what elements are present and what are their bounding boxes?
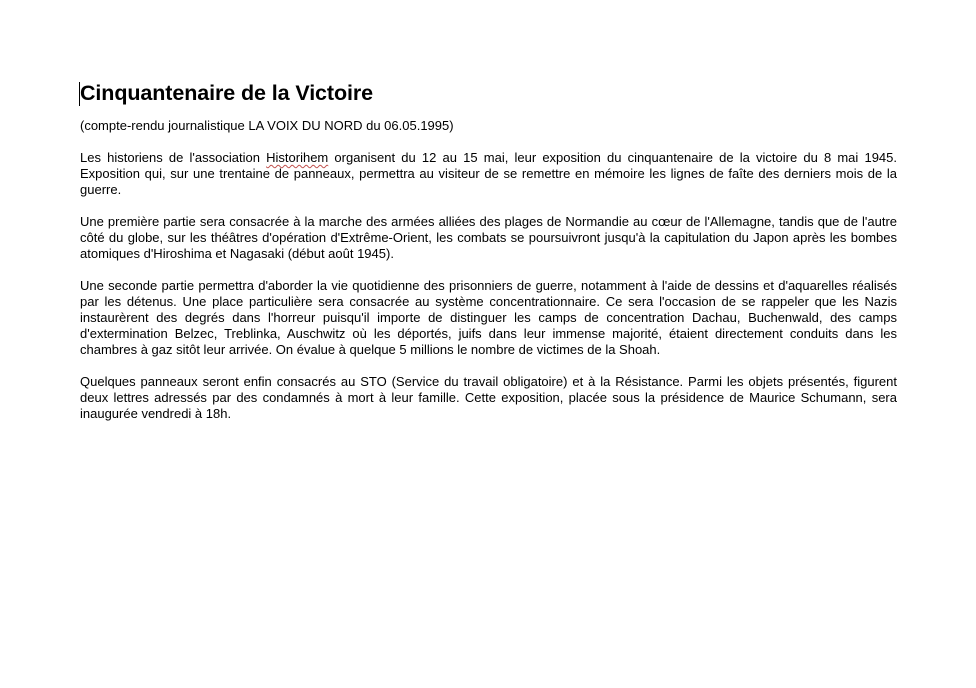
paragraph-2[interactable]: Une première partie sera consacrée à la marche des armées alliées des plages de Normandie au cœur de l'Allemagne, tandis que de l'autre côté du globe, sur les théâtres d'opération d'Extrême-Orient, les combats se poursuivront jusqu'à la capitulation du Japon après les bombes atomiques d'Hiroshima et Nagasaki (début août 1945).	[80, 214, 897, 261]
paragraph-1[interactable]	[80, 150, 897, 198]
paragraph-1-text-after: organisent du 12 au 15 mai, leur exposition du cinquantenaire de la victoire du 8 mai 1945. Exposition qui, sur une trentaine de panneaux, permettra au visiteur de se remettre en mémoire les lignes de faîte des derniers mois de la guerre.	[80, 150, 897, 197]
spellcheck-flagged-word[interactable]: Historihem	[266, 150, 329, 165]
document-page[interactable]	[80, 78, 897, 422]
document-title[interactable]: Cinquantenaire de la Victoire	[80, 81, 374, 105]
paragraph-4[interactable]: Quelques panneaux seront enfin consacrés au STO (Service du travail obligatoire) et à la Résistance. Parmi les objets présentés, figurent deux lettres adressés par des condamnés à mort à leur famille. Cette exposition, placée sous la présidence de Maurice Schumann, sera inaugurée vendredi à 18h.	[80, 374, 897, 421]
text-cursor	[79, 82, 80, 106]
paragraph-1-text-before: Les historiens de l'association	[80, 150, 267, 165]
document-subtitle[interactable]: (compte-rendu journalistique LA VOIX DU NORD du 06.05.1995)	[80, 118, 454, 133]
title-block	[80, 78, 897, 108]
paragraph-3[interactable]: Une seconde partie permettra d'aborder la vie quotidienne des prisonniers de guerre, notamment à l'aide de dessins et d'aquarelles réalisés par les détenus. Une place particulière sera consacrée au système concentrationnaire. Ce sera l'occasion de se rappeler que les Nazis instaurèrent des degrés dans l'horreur puisqu'il importe de distinguer les camps de concentration Dachau, Buchenwald, des camps d'extermination Belzec, Treblinka, Auschwitz où les déportés, juifs dans leur immense majorité, étaient directement conduits dans les chambres à gaz sitôt leur arrivée. On évalue à quelque 5 millions le nombre de victimes de la Shoah.	[80, 278, 897, 357]
